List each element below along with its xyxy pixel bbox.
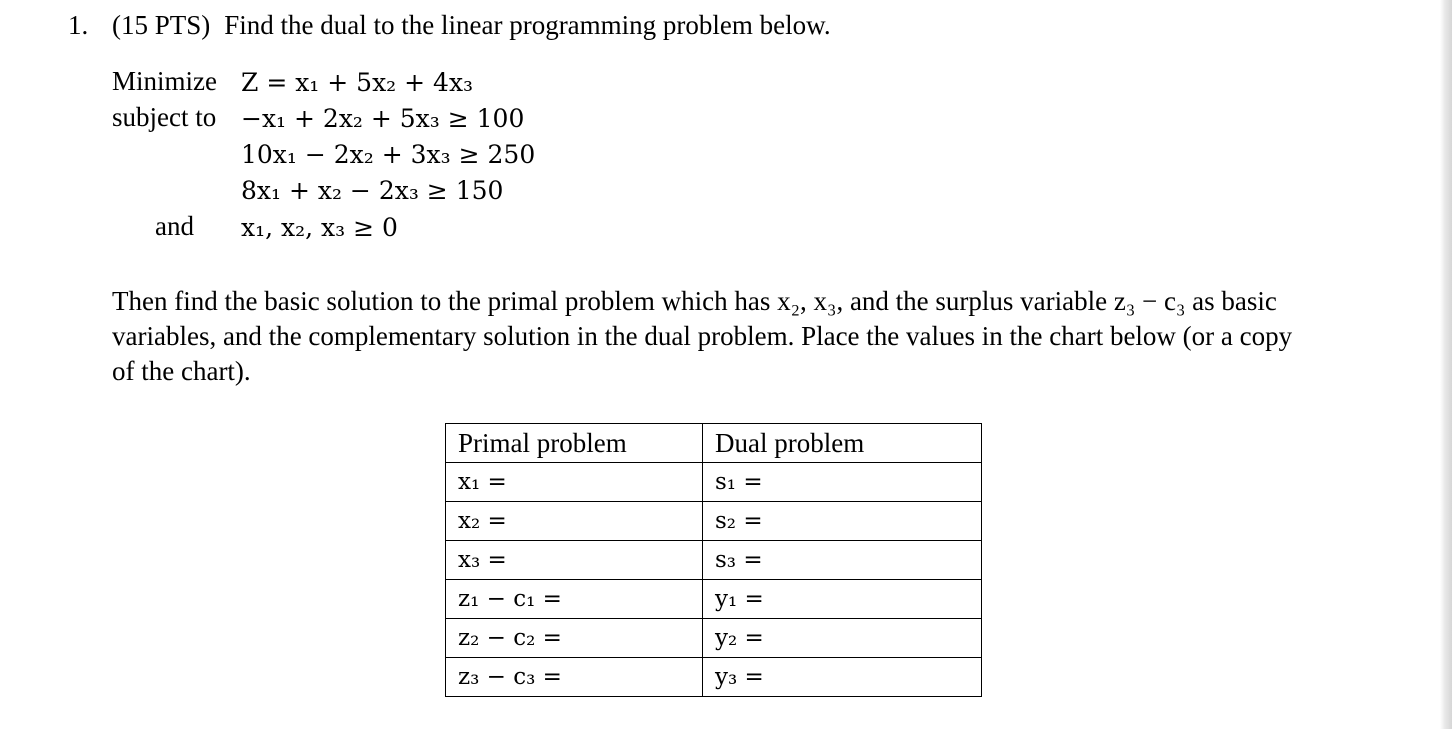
table-row (446, 502, 982, 541)
minimize-label: Minimize (112, 66, 217, 96)
solution-chart (445, 423, 982, 697)
question-number: 1. (68, 10, 89, 40)
instructions-line-3: of the chart). (112, 356, 251, 386)
nonnegativity-constraint: x₁, x₂, x₃ ≥ 0 (241, 213, 398, 242)
objective-row (0, 66, 1452, 102)
question-heading (68, 10, 831, 41)
table-row (446, 541, 982, 580)
dual-cell: y₁ = (703, 580, 982, 619)
nonnegativity-row (0, 211, 1452, 247)
constraint-row-3 (0, 174, 1452, 210)
table-row (446, 619, 982, 658)
constraint-row-2 (0, 138, 1452, 174)
table-row (446, 658, 982, 697)
primal-cell: z₂ − c₂ = (446, 619, 703, 658)
dual-cell: s₂ = (703, 502, 982, 541)
constraint-3: 8x₁ + x₂ − 2x₃ ≥ 150 (241, 176, 504, 205)
instructions-line-2: variables, and the complementary solution in the dual problem. Place the values in the chart below (or a copy (112, 321, 1293, 351)
primal-header: Primal problem (446, 424, 703, 463)
constraint-2: 10x₁ − 2x₂ + 3x₃ ≥ 250 (241, 140, 536, 169)
instructions-paragraph (112, 284, 1362, 389)
primal-cell: x₂ = (446, 502, 703, 541)
page-edge-shadow (1440, 0, 1452, 729)
and-label: and (155, 211, 194, 241)
question-points: (15 PTS) (112, 10, 211, 40)
dual-cell: s₁ = (703, 463, 982, 502)
constraint-1: −x₁ + 2x₂ + 5x₃ ≥ 100 (241, 104, 525, 133)
primal-cell: x₁ = (446, 463, 703, 502)
dual-cell: s₃ = (703, 541, 982, 580)
objective-function: Z = x₁ + 5x₂ + 4x₃ (241, 68, 474, 97)
constraint-row-1 (0, 102, 1452, 138)
primal-cell: x₃ = (446, 541, 703, 580)
subject-to-label: subject to (112, 102, 217, 132)
chart-header-row (446, 424, 982, 463)
dual-header: Dual problem (703, 424, 982, 463)
dual-cell: y₂ = (703, 619, 982, 658)
primal-cell: z₁ − c₁ = (446, 580, 703, 619)
instructions-line-1: Then find the basic solution to the primal problem which has x₂, x₃, and the surplus variable z₃ − c₃ as basic (112, 286, 1277, 316)
primal-cell: z₃ − c₃ = (446, 658, 703, 697)
question-prompt: Find the dual to the linear programming problem below. (224, 10, 831, 40)
table-row (446, 463, 982, 502)
table-row (446, 580, 982, 619)
dual-cell: y₃ = (703, 658, 982, 697)
